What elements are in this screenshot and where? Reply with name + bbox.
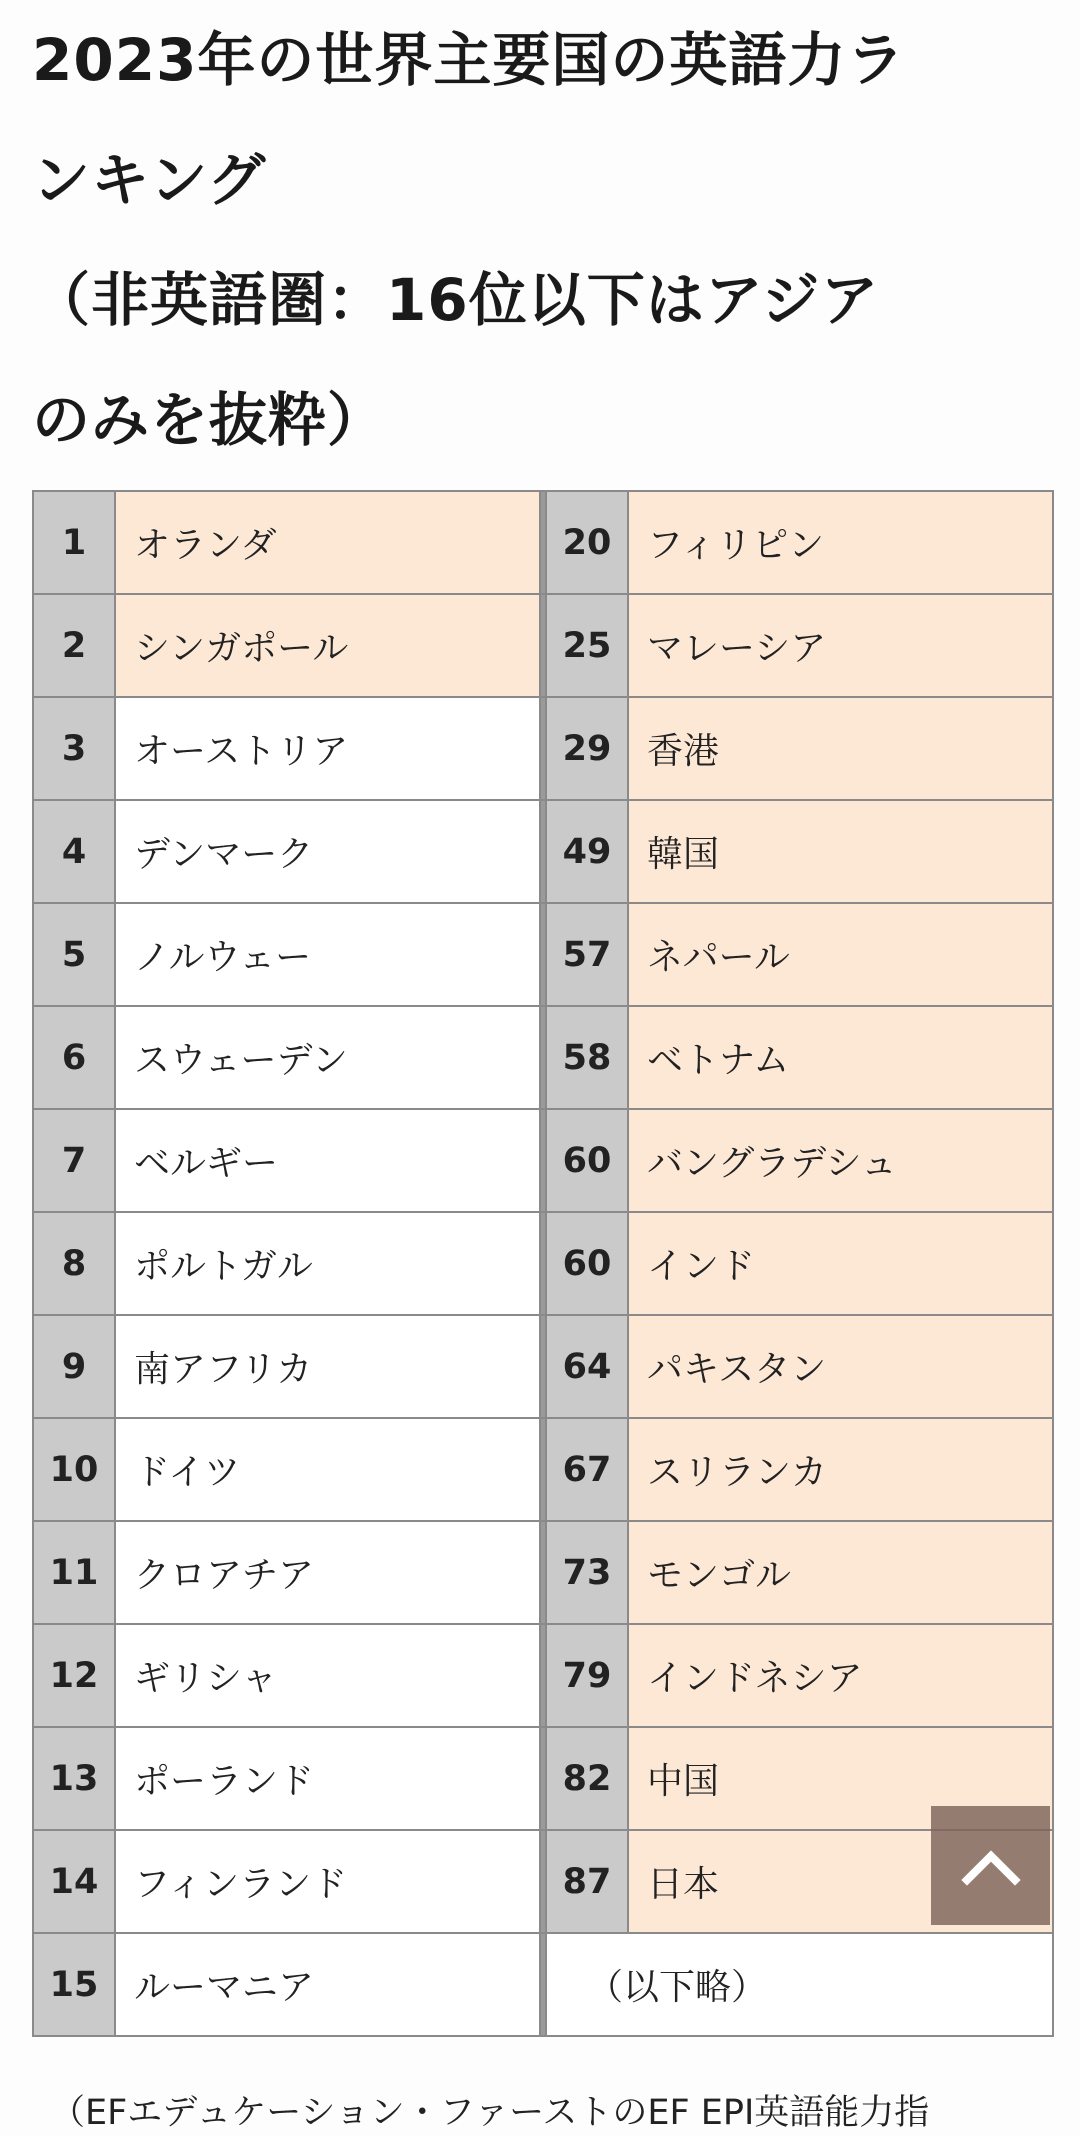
country-cell: フィンランド bbox=[115, 1830, 540, 1933]
rank-cell: 82 bbox=[546, 1727, 628, 1830]
country-cell: オランダ bbox=[115, 491, 540, 594]
table-row bbox=[33, 1109, 1053, 1212]
country-cell: バングラデシュ bbox=[628, 1109, 1053, 1212]
table-row bbox=[33, 1315, 1053, 1418]
country-cell: スウェーデン bbox=[115, 1006, 540, 1109]
chevron-up-icon bbox=[961, 1846, 1021, 1886]
ranking-table bbox=[32, 490, 1054, 2037]
country-cell: ベトナム bbox=[628, 1006, 1053, 1109]
page-title bbox=[32, 0, 1052, 480]
rank-cell: 57 bbox=[546, 903, 628, 1006]
rank-cell: 20 bbox=[546, 491, 628, 594]
rank-cell: 2 bbox=[33, 594, 115, 697]
rank-cell: 5 bbox=[33, 903, 115, 1006]
country-cell: ポーランド bbox=[115, 1727, 540, 1830]
rank-cell: 49 bbox=[546, 800, 628, 903]
title-line-3: （非英語圏：16位以下はアジア bbox=[32, 266, 880, 334]
rank-cell: 4 bbox=[33, 800, 115, 903]
table-row bbox=[33, 1933, 1053, 2036]
table-row bbox=[33, 1418, 1053, 1521]
country-cell: 韓国 bbox=[628, 800, 1053, 903]
rank-cell: 87 bbox=[546, 1830, 628, 1933]
table-row bbox=[33, 1830, 1053, 1933]
rank-cell: 7 bbox=[33, 1109, 115, 1212]
country-cell: ドイツ bbox=[115, 1418, 540, 1521]
country-cell: モンゴル bbox=[628, 1521, 1053, 1624]
title-line-4: のみを抜粋） bbox=[32, 386, 387, 454]
rank-cell: 3 bbox=[33, 697, 115, 800]
rank-cell: 15 bbox=[33, 1933, 115, 2036]
rank-cell: 1 bbox=[33, 491, 115, 594]
ranking-table-body bbox=[33, 491, 1053, 2036]
country-cell: ベルギー bbox=[115, 1109, 540, 1212]
rank-cell: 14 bbox=[33, 1830, 115, 1933]
country-cell: クロアチア bbox=[115, 1521, 540, 1624]
country-cell: マレーシア bbox=[628, 594, 1053, 697]
country-cell: シンガポール bbox=[115, 594, 540, 697]
country-cell: インドネシア bbox=[628, 1624, 1053, 1727]
rank-cell: 6 bbox=[33, 1006, 115, 1109]
country-cell: フィリピン bbox=[628, 491, 1053, 594]
title-line-2: ンキング bbox=[32, 146, 267, 214]
country-cell: ルーマニア bbox=[115, 1933, 540, 2036]
rank-cell: 25 bbox=[546, 594, 628, 697]
table-row bbox=[33, 1212, 1053, 1315]
rank-cell: 73 bbox=[546, 1521, 628, 1624]
rank-cell: 29 bbox=[546, 697, 628, 800]
table-row bbox=[33, 800, 1053, 903]
country-cell: ネパール bbox=[628, 903, 1053, 1006]
country-cell: ノルウェー bbox=[115, 903, 540, 1006]
rank-cell: 8 bbox=[33, 1212, 115, 1315]
rank-cell: 12 bbox=[33, 1624, 115, 1727]
table-row bbox=[33, 1521, 1053, 1624]
table-row bbox=[33, 697, 1053, 800]
table-row bbox=[33, 1624, 1053, 1727]
country-cell: インド bbox=[628, 1212, 1053, 1315]
country-cell: 南アフリカ bbox=[115, 1315, 540, 1418]
table-row bbox=[33, 903, 1053, 1006]
country-cell: 中国 bbox=[628, 1727, 1053, 1830]
country-cell: パキスタン bbox=[628, 1315, 1053, 1418]
country-cell: デンマーク bbox=[115, 800, 540, 903]
rank-cell: 60 bbox=[546, 1212, 628, 1315]
country-cell: スリランカ bbox=[628, 1418, 1053, 1521]
rank-cell: 79 bbox=[546, 1624, 628, 1727]
country-cell: 日本 bbox=[628, 1830, 1053, 1933]
country-cell: オーストリア bbox=[115, 697, 540, 800]
country-cell: 香港 bbox=[628, 697, 1053, 800]
table-row bbox=[33, 1727, 1053, 1830]
country-cell: ギリシャ bbox=[115, 1624, 540, 1727]
rank-cell: 67 bbox=[546, 1418, 628, 1521]
table-row bbox=[33, 594, 1053, 697]
title-line-1: 2023年の世界主要国の英語力ラ bbox=[32, 26, 906, 94]
table-row bbox=[33, 1006, 1053, 1109]
rank-cell: 64 bbox=[546, 1315, 628, 1418]
rank-cell: 10 bbox=[33, 1418, 115, 1521]
rank-cell: 9 bbox=[33, 1315, 115, 1418]
rank-cell: 11 bbox=[33, 1521, 115, 1624]
table-row bbox=[33, 491, 1053, 594]
country-cell: ポルトガル bbox=[115, 1212, 540, 1315]
rank-cell: 58 bbox=[546, 1006, 628, 1109]
scroll-to-top-button[interactable] bbox=[931, 1806, 1050, 1925]
source-footnote: （EFエデュケーション・ファーストのEF EPI英語能力指 bbox=[50, 2093, 930, 2133]
rank-cell: 13 bbox=[33, 1727, 115, 1830]
rank-cell: 60 bbox=[546, 1109, 628, 1212]
omitted-note: （以下略） bbox=[546, 1933, 1053, 2036]
